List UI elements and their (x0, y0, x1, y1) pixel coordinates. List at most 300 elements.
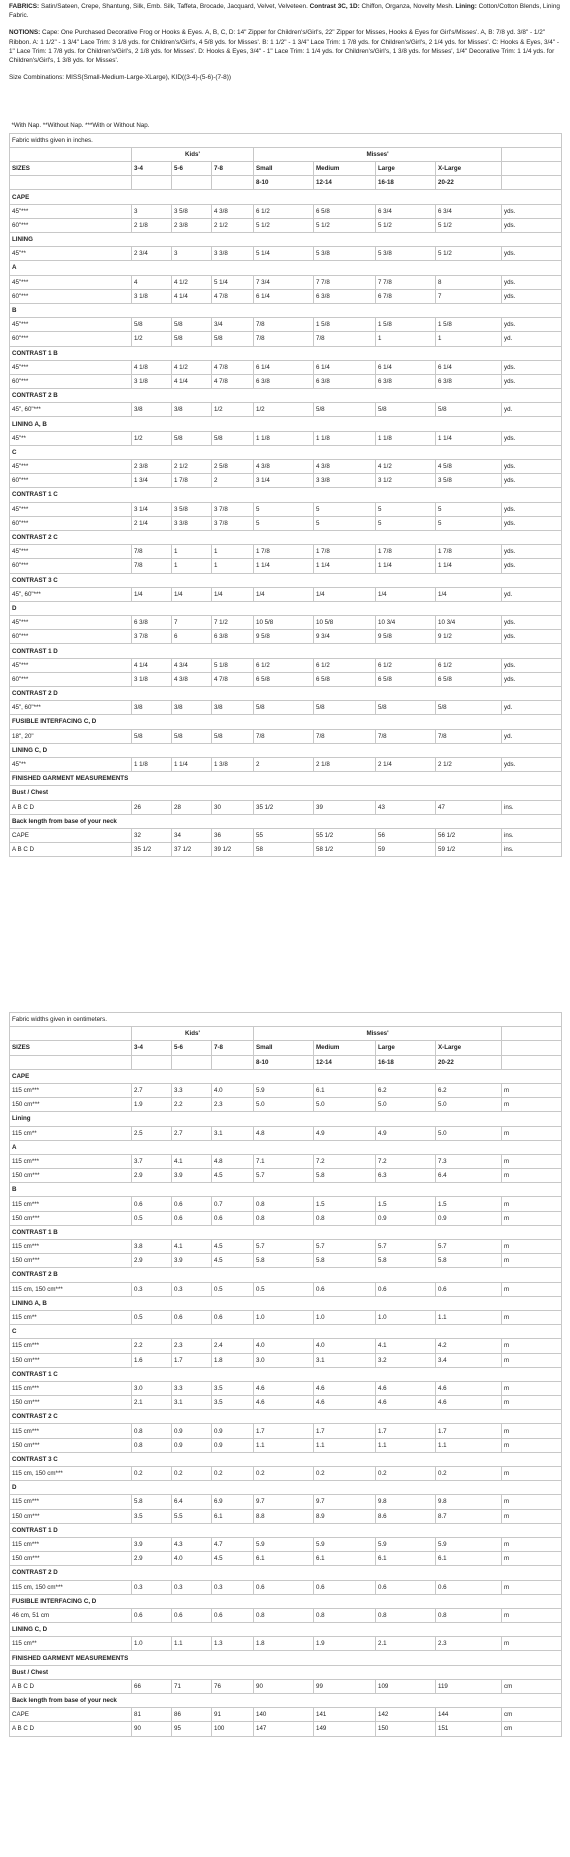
yardage-cell: 1 5/8 (436, 318, 502, 332)
yardage-cell: 1.7 (254, 1424, 314, 1438)
yardage-cell: 81 (132, 1708, 172, 1722)
fabric-width-label: 45"*** (10, 318, 132, 332)
yardage-cell: 1.7 (376, 1424, 436, 1438)
yardage-cell: 3/8 (172, 403, 212, 417)
yardage-cell: 4.6 (376, 1381, 436, 1395)
section-label: A (10, 1140, 562, 1154)
table-row (10, 1396, 562, 1410)
table-row (10, 630, 562, 644)
yardage-cell: 10 5/8 (314, 616, 376, 630)
size-number: 20-22 (436, 1055, 502, 1069)
section-label: CONTRAST 2 D (10, 687, 562, 701)
yardage-cell: 1/4 (132, 587, 172, 601)
yardage-cell: 7/8 (132, 559, 172, 573)
yardage-cell: 2 5/8 (212, 460, 254, 474)
yardage-cell: 3.8 (132, 1240, 172, 1254)
fabric-width-label: 60"*** (10, 474, 132, 488)
yardage-cell: 3.9 (172, 1254, 212, 1268)
yardage-cell: 3 7/8 (212, 502, 254, 516)
yardage-cell: 55 1/2 (314, 828, 376, 842)
yardage-cell: 3/8 (132, 403, 172, 417)
yardage-cell: 9 3/4 (314, 630, 376, 644)
yardage-cell: 5 3/8 (314, 247, 376, 261)
yardage-cell: 4 5/8 (436, 460, 502, 474)
yardage-cell: 1 7/8 (172, 474, 212, 488)
section-header-row (10, 1183, 562, 1197)
fabric-width-label: 150 cm*** (10, 1438, 132, 1452)
yardage-cell: 2.9 (132, 1254, 172, 1268)
yardage-cell: 1 1/8 (376, 431, 436, 445)
yardage-cell: 3 1/4 (132, 502, 172, 516)
yardage-cell: 2.1 (132, 1396, 172, 1410)
yardage-cell: 90 (132, 1722, 172, 1736)
unit-cell: yd. (502, 587, 562, 601)
yardage-cell: 3 1/8 (132, 374, 172, 388)
yardage-cell: 76 (212, 1679, 254, 1693)
table-row (10, 587, 562, 601)
size-number: 16-18 (376, 176, 436, 190)
yardage-cell: 4 (132, 275, 172, 289)
yardage-cell: 7 1/2 (212, 616, 254, 630)
yardage-cell: 0.5 (212, 1282, 254, 1296)
unit-cell: m (502, 1240, 562, 1254)
yardage-cell: 7 7/8 (376, 275, 436, 289)
yardage-cell: 3.1 (314, 1353, 376, 1367)
table-row (10, 1254, 562, 1268)
fabric-width-label: 45"*** (10, 460, 132, 474)
yardage-cell: 3.9 (132, 1537, 172, 1551)
fabric-widths-note: Fabric widths given in inches. (10, 133, 562, 147)
yardage-cell: 0.6 (172, 1310, 212, 1324)
size-header: Large (376, 1041, 436, 1055)
table-row (10, 1438, 562, 1452)
yardage-cell: 3 1/8 (132, 289, 172, 303)
section-label: CONTRAST 3 C (10, 1452, 562, 1466)
section-label: Back length from base of your neck (10, 814, 562, 828)
fabric-width-label: 45"** (10, 757, 132, 771)
yardage-cell: 1.0 (254, 1310, 314, 1324)
yardage-cell: 7/8 (376, 729, 436, 743)
yardage-cell: 6.4 (172, 1495, 212, 1509)
section-label: LINING A, B (10, 1296, 562, 1310)
fabric-width-label: 115 cm*** (10, 1154, 132, 1168)
yardage-cell: 5.8 (314, 1254, 376, 1268)
section-label: FINISHED GARMENT MEASUREMENTS (10, 1651, 562, 1665)
yardage-cell: 0.3 (212, 1580, 254, 1594)
yardage-cell: 4 3/8 (314, 460, 376, 474)
fabric-width-label: 45", 60"*** (10, 701, 132, 715)
yardage-cell: 4 1/8 (132, 360, 172, 374)
unit-cell: yds. (502, 474, 562, 488)
yardage-cell: 3.5 (212, 1381, 254, 1395)
yardage-cell: 3.3 (172, 1381, 212, 1395)
yardage-cell: 43 (376, 800, 436, 814)
unit-cell: yds. (502, 559, 562, 573)
fabric-width-label: 115 cm, 150 cm*** (10, 1282, 132, 1296)
yardage-cell: 0.2 (376, 1467, 436, 1481)
yardage-cell: 6 1/4 (314, 360, 376, 374)
section-header-row (10, 715, 562, 729)
yardage-cell: 91 (212, 1708, 254, 1722)
yardage-cell: 0.6 (172, 1608, 212, 1622)
fabric-width-label: 60"*** (10, 332, 132, 346)
yardage-cell: 6 1/4 (436, 360, 502, 374)
yardage-cell: 0.6 (376, 1282, 436, 1296)
yardage-cell: 5/8 (436, 701, 502, 715)
yardage-cell: 0.2 (314, 1467, 376, 1481)
yardage-cell: 3.2 (376, 1353, 436, 1367)
yardage-cell: 8 (436, 275, 502, 289)
table-row (10, 360, 562, 374)
yardage-cell: 3 3/8 (172, 516, 212, 530)
yardage-cell: 2 (254, 757, 314, 771)
section-label: CONTRAST 2 B (10, 1268, 562, 1282)
unit-cell: m (502, 1608, 562, 1622)
size-number: 16-18 (376, 1055, 436, 1069)
size-header: Large (376, 162, 436, 176)
yardage-cell: 3 7/8 (132, 630, 172, 644)
table-row (10, 374, 562, 388)
yardage-cell: 5.7 (376, 1240, 436, 1254)
yardage-cell: 6 3/4 (436, 204, 502, 218)
unit-cell: m (502, 1537, 562, 1551)
yardage-cell: 8.6 (376, 1509, 436, 1523)
yardage-cell: 3.3 (172, 1083, 212, 1097)
unit-cell: m (502, 1282, 562, 1296)
yardage-cell: 6 5/8 (314, 204, 376, 218)
section-header-row (10, 488, 562, 502)
table-row (10, 1381, 562, 1395)
yardage-cell: 7 (436, 289, 502, 303)
yardage-cell: 6 (172, 630, 212, 644)
section-header-row (10, 1651, 562, 1665)
fabric-width-label: 115 cm, 150 cm*** (10, 1580, 132, 1594)
yardage-cell: 9 5/8 (376, 630, 436, 644)
yardage-cell: 0.6 (212, 1310, 254, 1324)
yardage-cell: 5 1/2 (376, 218, 436, 232)
yardage-cell: 6 1/2 (254, 658, 314, 672)
yardage-cell: 0.6 (436, 1282, 502, 1296)
section-header-row (10, 772, 562, 786)
yardage-cell: 4.5 (212, 1254, 254, 1268)
section-label: CAPE (10, 190, 562, 204)
section-header-row (10, 346, 562, 360)
table-row (10, 1722, 562, 1736)
unit-cell: m (502, 1197, 562, 1211)
section-label: D (10, 601, 562, 615)
size-header: 5-6 (172, 162, 212, 176)
yardage-cell: 90 (254, 1679, 314, 1693)
table-row (10, 1154, 562, 1168)
yardage-cell: 4 1/2 (172, 275, 212, 289)
yardage-cell: 0.6 (132, 1197, 172, 1211)
yardage-cell: 3 (132, 204, 172, 218)
lining-label: Lining: (455, 3, 477, 10)
section-label: CONTRAST 1 B (10, 346, 562, 360)
yardage-cell: 1 1/8 (314, 431, 376, 445)
yardage-cell: 1.8 (212, 1353, 254, 1367)
table-row (10, 1637, 562, 1651)
sizes-label: SIZES (10, 162, 132, 176)
yardage-cell: 3.7 (132, 1154, 172, 1168)
yardage-cell: 4 7/8 (212, 672, 254, 686)
yardage-cell: 95 (172, 1722, 212, 1736)
size-header: 3-4 (132, 1041, 172, 1055)
yardage-cell: 5 (314, 502, 376, 516)
fabric-width-label: CAPE (10, 1708, 132, 1722)
yardage-cell: 1.9 (314, 1637, 376, 1651)
fabric-width-label: 115 cm*** (10, 1537, 132, 1551)
unit-cell: yds. (502, 630, 562, 644)
yardage-cell: 1/2 (132, 431, 172, 445)
yardage-table-centimeters (9, 1012, 562, 1737)
yardage-cell: 6.1 (376, 1552, 436, 1566)
yardage-cell: 119 (436, 1679, 502, 1693)
size-header: 3-4 (132, 162, 172, 176)
yardage-cell: 0.2 (132, 1467, 172, 1481)
yardage-cell: 2.7 (172, 1126, 212, 1140)
yardage-cell: 56 (376, 828, 436, 842)
table-row (10, 1608, 562, 1622)
table-row (10, 1310, 562, 1324)
fabric-width-label: 60"*** (10, 516, 132, 530)
yardage-cell: 6.1 (314, 1552, 376, 1566)
yardage-cell: 7/8 (314, 729, 376, 743)
size-header: X-Large (436, 1041, 502, 1055)
yardage-cell: 2.3 (172, 1339, 212, 1353)
yardage-cell: 5/8 (376, 701, 436, 715)
unit-cell: cm (502, 1679, 562, 1693)
table-row (10, 218, 562, 232)
unit-cell: m (502, 1381, 562, 1395)
yardage-cell: 6 1/4 (254, 360, 314, 374)
yardage-cell: 5/8 (172, 332, 212, 346)
yardage-cell: 4 1/4 (132, 658, 172, 672)
yardage-cell: 9.8 (376, 1495, 436, 1509)
section-header-row (10, 1566, 562, 1580)
yardage-cell: 3/4 (212, 318, 254, 332)
yardage-cell: 6 3/8 (132, 616, 172, 630)
table-row (10, 403, 562, 417)
table-row (10, 1467, 562, 1481)
yardage-cell: 7 3/4 (254, 275, 314, 289)
yardage-cell: 10 5/8 (254, 616, 314, 630)
yardage-cell: 8.8 (254, 1509, 314, 1523)
yardage-cell: 147 (254, 1722, 314, 1736)
table-row (10, 1552, 562, 1566)
yardage-cell: 5.0 (376, 1098, 436, 1112)
misses-header: Misses' (254, 1027, 502, 1041)
unit-cell: m (502, 1396, 562, 1410)
section-header-row (10, 573, 562, 587)
yardage-cell: 6 5/8 (314, 672, 376, 686)
section-label: CONTRAST 1 D (10, 644, 562, 658)
unit-cell: m (502, 1467, 562, 1481)
yardage-cell: 9 1/2 (436, 630, 502, 644)
yardage-cell: 6 1/4 (254, 289, 314, 303)
yardage-cell: 2 (212, 474, 254, 488)
yardage-cell: 5 (436, 502, 502, 516)
yardage-cell: 4.5 (212, 1552, 254, 1566)
yardage-cell: 4.1 (376, 1339, 436, 1353)
yardage-cell: 1.7 (436, 1424, 502, 1438)
yardage-cell: 4.8 (212, 1154, 254, 1168)
yardage-cell: 4 7/8 (212, 360, 254, 374)
yardage-cell: 6.1 (314, 1083, 376, 1097)
yardage-cell: 4.6 (254, 1381, 314, 1395)
yardage-cell: 0.8 (314, 1211, 376, 1225)
nap-note: *With Nap. **Without Nap. ***With or Without Nap. (11, 122, 150, 130)
yardage-cell: 1.3 (212, 1637, 254, 1651)
yardage-cell: 1.5 (314, 1197, 376, 1211)
yardage-cell: 4 3/8 (212, 204, 254, 218)
unit-cell: m (502, 1424, 562, 1438)
yardage-cell: 1.1 (436, 1438, 502, 1452)
table-row (10, 204, 562, 218)
yardage-cell: 7/8 (436, 729, 502, 743)
yardage-cell: 1 (172, 559, 212, 573)
yardage-cell: 4.0 (314, 1339, 376, 1353)
table-row (10, 843, 562, 857)
yardage-cell: 5/8 (436, 403, 502, 417)
unit-cell: yds. (502, 658, 562, 672)
yardage-cell: 2.9 (132, 1552, 172, 1566)
yardage-cell: 5.7 (314, 1240, 376, 1254)
yardage-cell: 6 7/8 (376, 289, 436, 303)
yardage-cell: 6 1/2 (376, 658, 436, 672)
yardage-cell: 0.6 (212, 1608, 254, 1622)
section-label: CAPE (10, 1069, 562, 1083)
section-header-row (10, 1481, 562, 1495)
yardage-cell: 5 1/2 (436, 247, 502, 261)
yardage-cell: 7/8 (314, 332, 376, 346)
yardage-cell: 5/8 (212, 729, 254, 743)
yardage-cell: 3.0 (254, 1353, 314, 1367)
section-header-row (10, 303, 562, 317)
yardage-cell: 1 3/8 (212, 757, 254, 771)
yardage-cell: 6 3/8 (436, 374, 502, 388)
yardage-cell: 7.3 (436, 1154, 502, 1168)
fabrics-label: FABRICS: (9, 3, 40, 10)
unit-cell: yds. (502, 289, 562, 303)
yardage-cell: 5.0 (436, 1126, 502, 1140)
fabric-width-label: 60"*** (10, 218, 132, 232)
yardage-cell: 0.8 (132, 1438, 172, 1452)
table-row (10, 1282, 562, 1296)
yardage-cell: 3.0 (132, 1381, 172, 1395)
yardage-cell: 1.1 (254, 1438, 314, 1452)
section-label: Back length from base of your neck (10, 1694, 562, 1708)
yardage-cell: 47 (436, 800, 502, 814)
yardage-cell: 9.8 (436, 1495, 502, 1509)
yardage-cell: 2 1/2 (212, 218, 254, 232)
yardage-cell: 7/8 (254, 318, 314, 332)
yardage-cell: 5.9 (254, 1083, 314, 1097)
section-label: C (10, 1325, 562, 1339)
yardage-cell: 141 (314, 1708, 376, 1722)
section-header-row (10, 261, 562, 275)
yardage-cell: 0.8 (254, 1211, 314, 1225)
fabric-width-label: 115 cm** (10, 1310, 132, 1324)
table-row (10, 431, 562, 445)
yardage-cell: 4.7 (212, 1537, 254, 1551)
section-label: C (10, 445, 562, 459)
yardage-cell: 4.0 (212, 1083, 254, 1097)
yardage-cell: 1 1/4 (314, 559, 376, 573)
fabric-width-label: A B C D (10, 1722, 132, 1736)
table-row (10, 502, 562, 516)
table-row (10, 729, 562, 743)
section-header-row (10, 190, 562, 204)
unit-cell: yds. (502, 247, 562, 261)
yardage-cell: 1 1/4 (436, 559, 502, 573)
yardage-table-inches (9, 119, 562, 857)
unit-cell: yds. (502, 545, 562, 559)
section-header-row (10, 1594, 562, 1608)
yardage-cell: 6.3 (376, 1169, 436, 1183)
yardage-cell: 4.9 (376, 1126, 436, 1140)
unit-cell: yds. (502, 218, 562, 232)
yardage-cell: 4 7/8 (212, 374, 254, 388)
yardage-cell: 6 3/4 (376, 204, 436, 218)
yardage-cell: 6 5/8 (376, 672, 436, 686)
yardage-cell: 59 1/2 (436, 843, 502, 857)
yardage-cell: 6 3/8 (254, 374, 314, 388)
table-row (10, 1240, 562, 1254)
fabric-width-label: A B C D (10, 1679, 132, 1693)
yardage-cell: 1 7/8 (436, 545, 502, 559)
yardage-cell: 10 3/4 (376, 616, 436, 630)
table-row (10, 658, 562, 672)
yardage-cell: 0.7 (212, 1197, 254, 1211)
table-row (10, 701, 562, 715)
yardage-cell: 0.6 (314, 1282, 376, 1296)
yardage-cell: 4.6 (436, 1381, 502, 1395)
section-label: CONTRAST 2 C (10, 530, 562, 544)
yardage-cell: 0.2 (436, 1467, 502, 1481)
yardage-cell: 5 1/8 (212, 658, 254, 672)
yardage-cell: 0.8 (376, 1608, 436, 1622)
yardage-cell: 1 7/8 (314, 545, 376, 559)
yardage-cell: 5/8 (172, 729, 212, 743)
size-header: 5-6 (172, 1041, 212, 1055)
fabric-width-label: A B C D (10, 800, 132, 814)
fabric-width-label: 150 cm*** (10, 1211, 132, 1225)
yardage-cell: 0.6 (172, 1211, 212, 1225)
unit-cell: yds. (502, 757, 562, 771)
yardage-cell: 144 (436, 1708, 502, 1722)
yardage-cell: 5.5 (172, 1509, 212, 1523)
yardage-cell: 58 (254, 843, 314, 857)
size-number: 12-14 (314, 176, 376, 190)
yardage-cell: 0.5 (132, 1310, 172, 1324)
yardage-cell: 71 (172, 1679, 212, 1693)
yardage-cell: 30 (212, 800, 254, 814)
yardage-cell: 1.9 (132, 1098, 172, 1112)
yardage-cell: 1.0 (132, 1637, 172, 1651)
yardage-cell: 1/4 (314, 587, 376, 601)
fabric-width-label: 45"*** (10, 545, 132, 559)
fabric-width-label: 60"*** (10, 559, 132, 573)
fabric-width-label: 115 cm*** (10, 1495, 132, 1509)
yardage-cell: 1 7/8 (254, 545, 314, 559)
yardage-cell: 9.7 (314, 1495, 376, 1509)
section-label: CONTRAST 1 C (10, 1367, 562, 1381)
yardage-cell: 7/8 (254, 729, 314, 743)
yardage-cell: 2 1/4 (376, 757, 436, 771)
table-row (10, 1509, 562, 1523)
yardage-cell: 6 1/2 (436, 658, 502, 672)
